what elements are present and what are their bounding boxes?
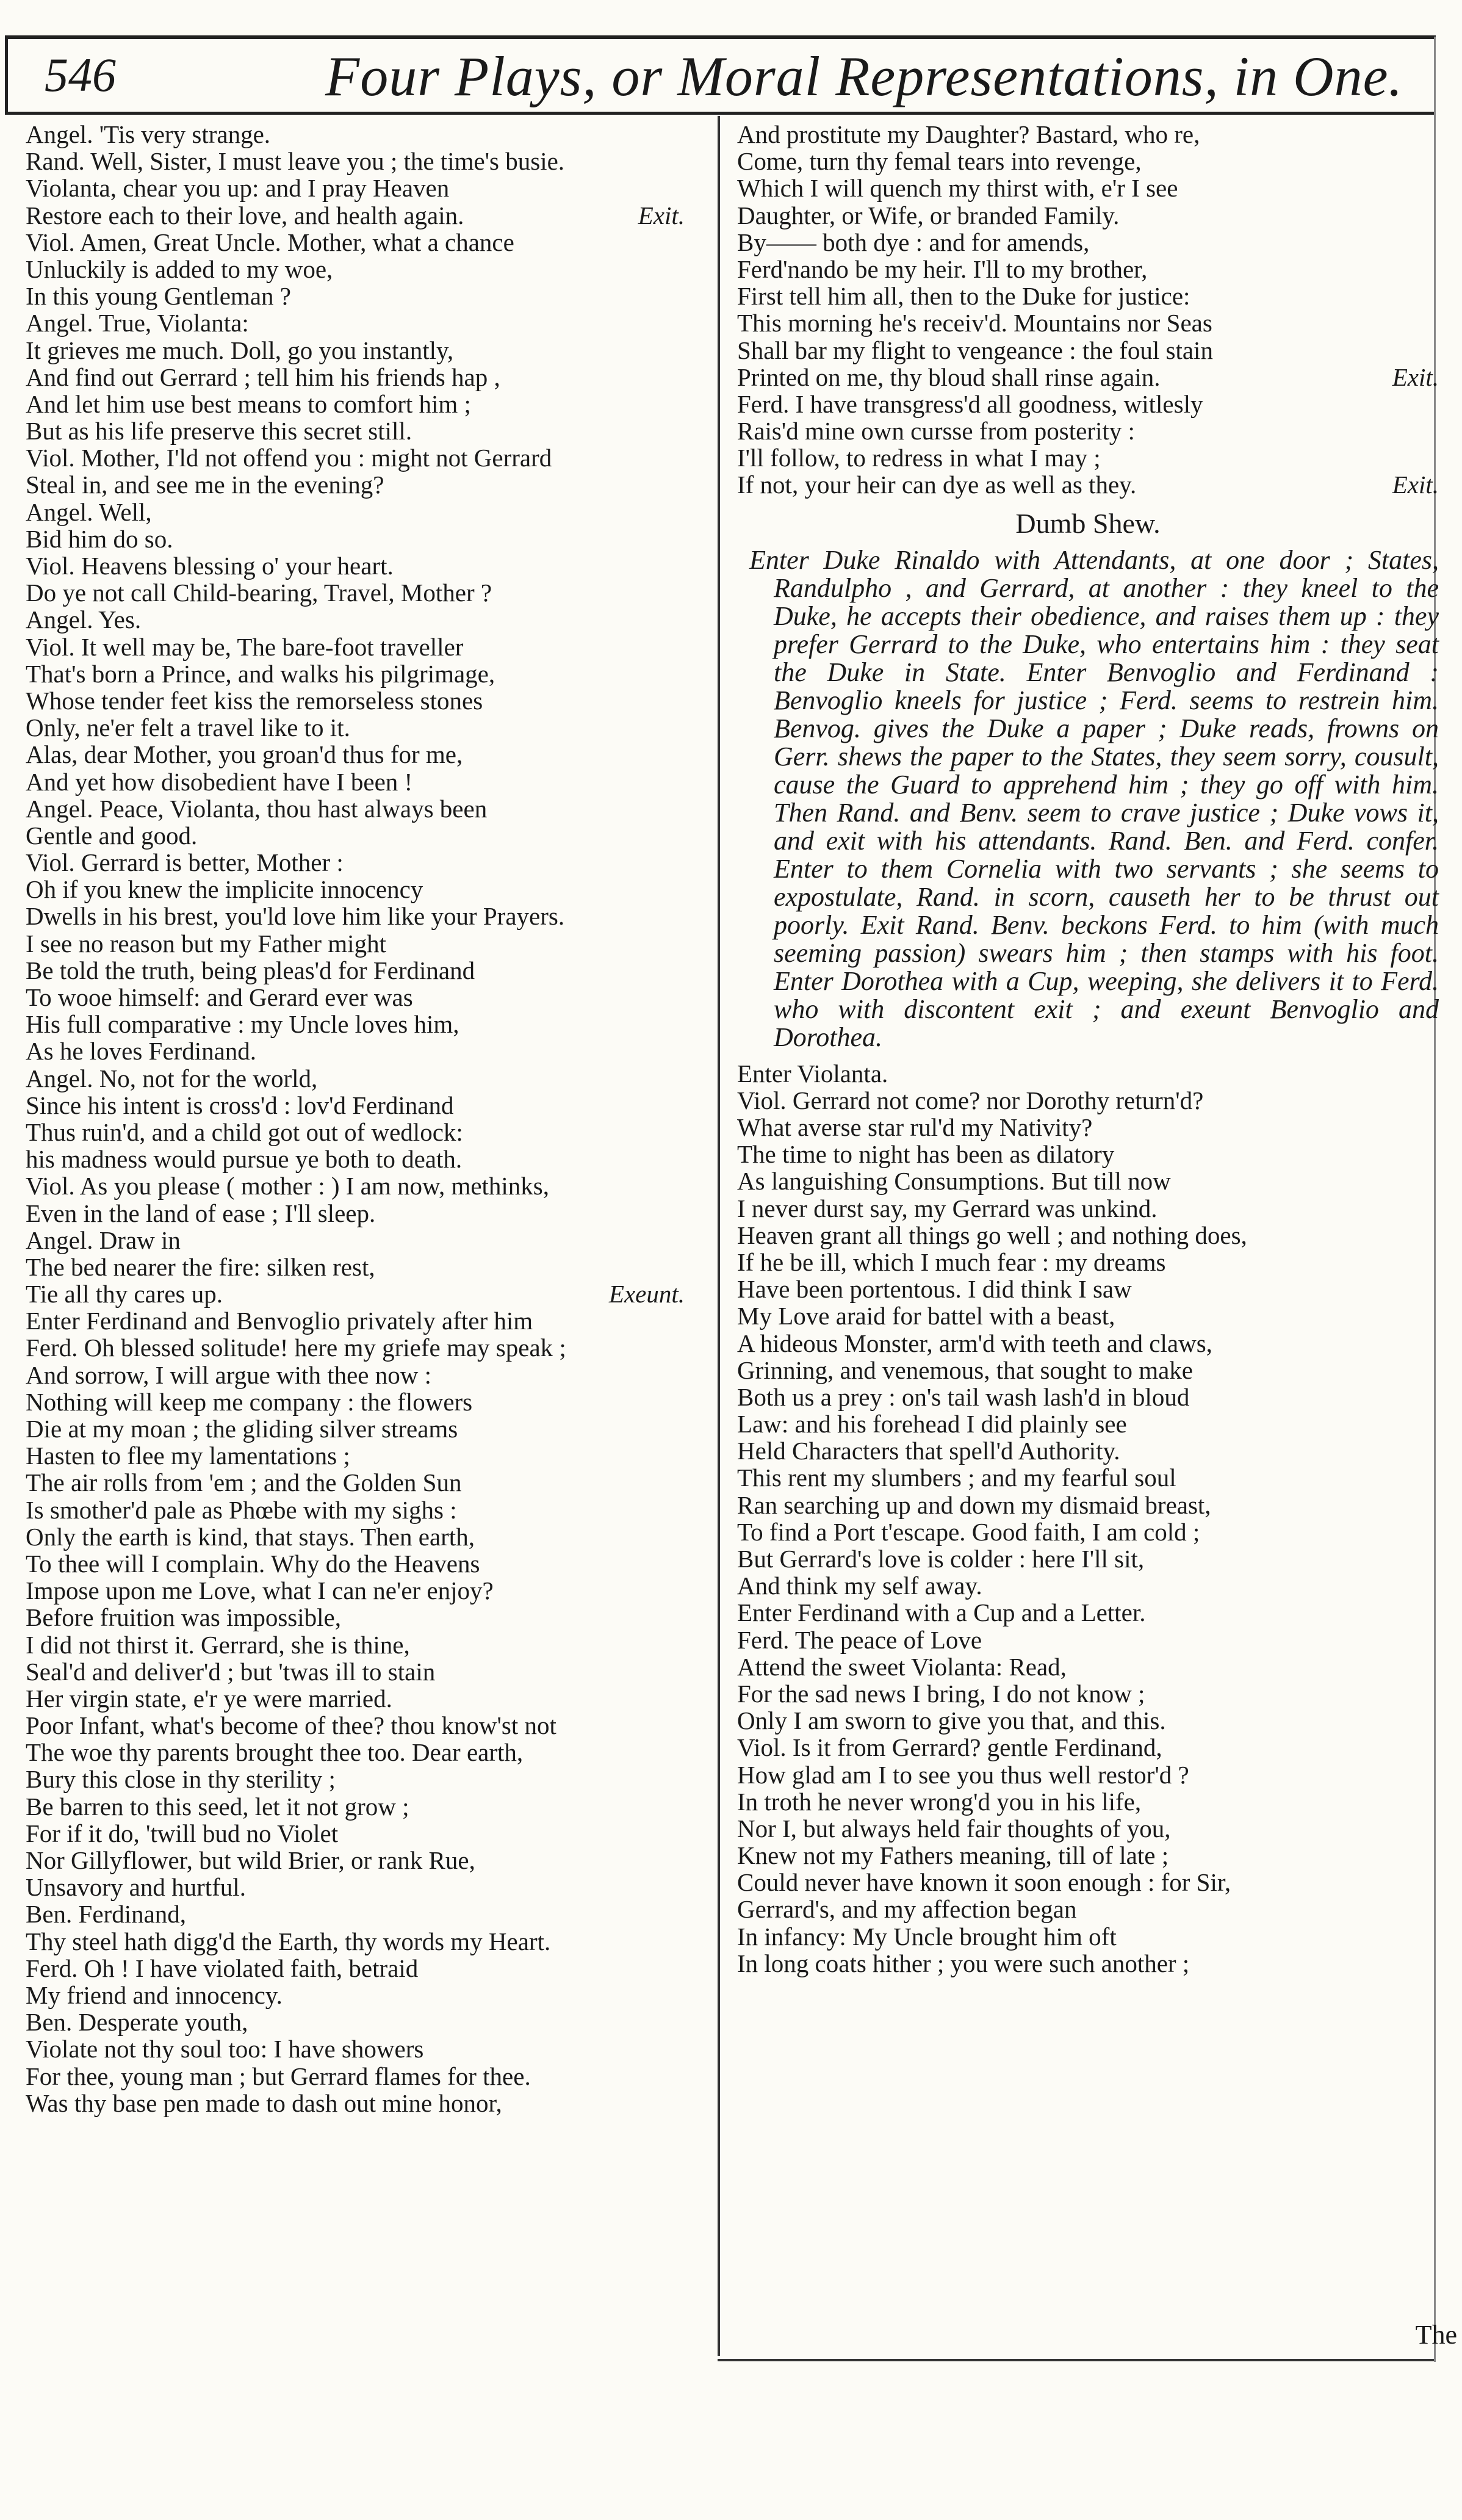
line-text: As languishing Consumptions. But till now	[737, 1167, 1171, 1196]
line-text: Gerrard's, and my affection began	[737, 1895, 1077, 1924]
text-line	[26, 957, 703, 984]
text-line	[26, 1362, 703, 1388]
text-line	[26, 1901, 703, 1927]
line-text: Ferd'nando be my heir. I'll to my brother,	[737, 255, 1148, 283]
line-text: Impose upon me Love, what I can ne'er enjoy?	[26, 1576, 494, 1605]
line-text: Tie all thy cares up.	[26, 1280, 223, 1309]
line-text: The bed nearer the fire: silken rest,	[26, 1252, 375, 1281]
dumb-shew-heading: Dumb Shew.	[1015, 507, 1161, 539]
text-line	[26, 768, 703, 795]
text-line	[26, 391, 703, 417]
text-line	[26, 1496, 703, 1523]
line-text: Viol. Mother, I'ld not offend you : might not Gerrard	[26, 444, 552, 472]
text-line	[737, 1437, 1439, 1464]
text-line	[737, 256, 1439, 283]
line-text: Is smother'd pale as Phœbe with my sighs :	[26, 1495, 457, 1524]
line-text: Ferd. The peace of Love	[737, 1625, 982, 1654]
line-text: Unsavory and hurtful.	[26, 1873, 246, 1902]
text-line	[737, 1842, 1439, 1869]
text-line	[26, 499, 703, 525]
line-text: What averse star rul'd my Nativity?	[737, 1113, 1093, 1141]
line-text: For thee, young man ; but Gerrard flames for thee.	[26, 2062, 531, 2090]
text-line	[26, 148, 703, 175]
text-line	[26, 1334, 703, 1361]
line-text: Have been portentous. I did think I saw	[737, 1275, 1132, 1304]
line-text: Was thy base pen made to dash out mine honor,	[26, 2089, 502, 2117]
line-text: The air rolls from 'em ; and the Golden Sun	[26, 1468, 462, 1497]
text-line	[26, 1092, 703, 1119]
text-line	[26, 1631, 703, 1658]
text-line	[737, 391, 1439, 417]
line-text: Angel. Yes.	[26, 605, 142, 634]
line-text: Viol. Amen, Great Uncle. Mother, what a chance	[26, 228, 514, 256]
text-line	[26, 202, 703, 229]
line-text: Angel. Peace, Violanta, thou hast always been	[26, 794, 488, 823]
text-line	[26, 2035, 703, 2062]
line-text: Nor I, but always held fair thoughts of you,	[737, 1814, 1171, 1843]
line-text: Rand. Well, Sister, I must leave you ; the time's busie.	[26, 147, 565, 176]
text-line	[737, 1707, 1439, 1734]
text-line	[26, 1712, 703, 1739]
line-text: A hideous Monster, arm'd with teeth and claws,	[737, 1329, 1212, 1357]
text-line	[737, 1815, 1439, 1842]
text-line	[26, 444, 703, 471]
text-line	[26, 1172, 703, 1199]
line-text: Angel. Well,	[26, 497, 152, 526]
left-column	[26, 121, 703, 2117]
line-text: And yet how disobedient have I been !	[26, 767, 413, 796]
text-line	[26, 876, 703, 903]
text-line	[26, 1280, 703, 1307]
line-text: To wooe himself: and Gerard ever was	[26, 983, 413, 1011]
text-line	[26, 1577, 703, 1604]
line-text: And think my self away.	[737, 1572, 982, 1600]
line-text: Ferd. Oh ! I have violated faith, betraid	[26, 1954, 419, 1982]
line-text: My Love araid for battel with a beast,	[737, 1302, 1115, 1330]
text-line	[737, 1896, 1439, 1922]
line-text: Be barren to this seed, let it not grow ;	[26, 1792, 409, 1821]
text-line	[26, 1307, 703, 1334]
text-line	[26, 1200, 703, 1227]
line-text: Before fruition was impossible,	[26, 1603, 341, 1632]
text-line	[26, 849, 703, 876]
line-text: Viol. Gerrard is better, Mother :	[26, 848, 344, 877]
text-line	[26, 795, 703, 822]
text-line	[26, 1604, 703, 1631]
text-line	[737, 121, 1439, 148]
stage-direction-exit: Exit.	[1392, 363, 1439, 391]
line-text: Could never have known it soon enough : for Sir,	[737, 1868, 1231, 1897]
text-line	[26, 1227, 703, 1254]
line-text: To find a Port t'escape. Good faith, I am cold ;	[737, 1517, 1200, 1546]
text-line	[737, 148, 1439, 175]
line-text: Knew not my Fathers meaning, till of late ;	[737, 1841, 1169, 1870]
line-text: Ferd. Oh blessed solitude! here my griefe may speak ;	[26, 1334, 566, 1362]
text-line	[737, 1464, 1439, 1491]
line-text: And find out Gerrard ; tell him his friends hap ,	[26, 363, 500, 391]
line-text: Angel. No, not for the world,	[26, 1064, 318, 1092]
text-line	[737, 202, 1439, 229]
line-text: Thy steel hath digg'd the Earth, thy words my Heart.	[26, 1927, 551, 1955]
line-text: Violate not thy soul too: I have showers	[26, 2035, 424, 2063]
line-text: Restore each to their love, and health again.	[26, 201, 464, 229]
text-line	[737, 1168, 1439, 1194]
line-text: My friend and innocency.	[26, 1980, 283, 2009]
line-text: And prostitute my Daughter? Bastard, who re,	[737, 120, 1200, 148]
text-line	[26, 1955, 703, 1982]
line-text: Shall bar my flight to vengeance : the foul stain	[737, 336, 1213, 364]
line-text: As he loves Ferdinand.	[26, 1037, 257, 1066]
text-line	[26, 337, 703, 364]
running-title: Four Plays, or Moral Representations, in One.	[325, 45, 1403, 107]
line-text: Grinning, and venemous, that sought to make	[737, 1356, 1193, 1384]
line-text: Both us a prey : on's tail wash lash'd in bloud	[737, 1382, 1190, 1411]
text-line	[26, 1442, 703, 1469]
text-line	[737, 1357, 1439, 1384]
line-text: Violanta, chear you up: and I pray Heaven	[26, 174, 450, 203]
line-text: Come, turn thy femal tears into revenge,	[737, 147, 1142, 176]
line-text: This rent my slumbers ; and my fearful soul	[737, 1464, 1176, 1492]
line-text: By—— both dye : and for amends,	[737, 228, 1090, 256]
line-text: I see no reason but my Father might	[26, 929, 386, 958]
line-text: I never durst say, my Gerrard was unkind.	[737, 1194, 1158, 1222]
text-line	[737, 309, 1439, 336]
line-text: Her virgin state, e'r ye were married.	[26, 1684, 392, 1713]
right-column	[737, 121, 1439, 1977]
line-text: Daughter, or Wife, or branded Family.	[737, 201, 1120, 229]
text-line	[26, 1146, 703, 1172]
line-text: Steal in, and see me in the evening?	[26, 471, 384, 499]
text-line	[737, 1680, 1439, 1707]
line-text: Nor Gillyflower, but wild Brier, or rank Rue,	[26, 1846, 475, 1874]
text-line	[737, 175, 1439, 201]
line-text: To thee will I complain. Why do the Heavens	[26, 1549, 480, 1578]
text-line	[26, 121, 703, 148]
dumb-shew-text: Enter Duke Rinaldo with Attendants, at one door ; States, Randulpho , and Gerrard, at another : they kneel to the Duke, he accepts their obedience, and raises them up : they prefer Gerrard to the Duke, who entertains him : they seat the Duke in State. Enter Benvoglio and Ferdinand : Benvoglio kneels for justice ; Ferd. seems to restrein him. Benvog. gives the Duke a paper ; Duke reads, frowns on Gerr. shews the paper to the States, they seem sorry, cousult, cause the Guard to apprehend him ; they go off with him. Then Rand. and Benv. seem to crave justice ; Duke vows it, and exit with his attendants. Rand. Ben. and Ferd. confer. Enter to them Cornelia with two servants ; she seems to expostulate, Rand. in scorn, causeth her to be thrust out poorly. Exit Rand. Benv. beckons Ferd. to him (with much seeming passion) swears him ; then stamps with his foot. Enter Dorothea with a Cup, weeping, she delivers it to Ferd. who with discontent exit ; and exeunt Benvoglio and Dorothea.	[749, 544, 1439, 1052]
text-line	[26, 1119, 703, 1146]
line-text: Which I will quench my thirst with, e'r I see	[737, 174, 1178, 203]
page-header	[5, 35, 1436, 115]
text-line	[26, 1415, 703, 1442]
line-text: Hasten to flee my lamentations ;	[26, 1442, 350, 1470]
text-line	[737, 1249, 1439, 1276]
text-line	[26, 1523, 703, 1550]
text-line	[26, 364, 703, 391]
text-line	[737, 1734, 1439, 1761]
line-text: In infancy: My Uncle brought him oft	[737, 1922, 1117, 1951]
line-text: For the sad news I bring, I do not know ;	[737, 1679, 1145, 1708]
text-line	[26, 1982, 703, 2009]
column-divider	[718, 116, 720, 2356]
line-text: Printed on me, thy bloud shall rinse again.	[737, 363, 1161, 391]
text-line	[737, 417, 1439, 444]
text-line	[26, 1928, 703, 1955]
line-text: How glad am I to see you thus well restor'd ?	[737, 1760, 1189, 1789]
text-line	[26, 229, 703, 256]
line-text: Only the earth is kind, that stays. Then earth,	[26, 1522, 475, 1551]
text-line	[26, 1766, 703, 1793]
text-line	[26, 660, 703, 687]
text-line	[26, 1065, 703, 1092]
text-line	[737, 471, 1439, 498]
text-line	[26, 687, 703, 714]
line-text: Bid him do so.	[26, 524, 173, 553]
text-line	[737, 1626, 1439, 1653]
line-text: Only I am sworn to give you that, and this.	[737, 1706, 1166, 1735]
text-line	[737, 1492, 1439, 1518]
text-line	[737, 1276, 1439, 1302]
text-line	[26, 175, 703, 201]
line-text: Since his intent is cross'd : lov'd Ferdinand	[26, 1091, 454, 1119]
text-line	[26, 256, 703, 283]
line-text: Oh if you knew the implicite innocency	[26, 875, 423, 904]
line-text: Seal'd and deliver'd ; but 'twas ill to stain	[26, 1657, 436, 1686]
line-text: Ben. Ferdinand,	[26, 1900, 187, 1929]
line-text: his madness would pursue ye both to death.	[26, 1145, 463, 1174]
line-text: Whose tender feet kiss the remorseless stones	[26, 686, 483, 715]
line-text: That's born a Prince, and walks his pilgrimage,	[26, 659, 495, 688]
line-text: And let him use best means to comfort him ;	[26, 389, 471, 418]
line-text: I'll follow, to redress in what I may ;	[737, 444, 1101, 472]
text-line	[26, 1550, 703, 1577]
page-number: 546	[45, 48, 116, 101]
line-text: Gentle and good.	[26, 821, 198, 850]
text-line	[737, 1788, 1439, 1815]
text-line	[737, 283, 1439, 309]
text-line	[737, 1384, 1439, 1410]
line-text: It grieves me much. Doll, go you instantly,	[26, 336, 454, 364]
text-line	[26, 1739, 703, 1766]
text-line	[737, 1518, 1439, 1545]
line-text: This morning he's receiv'd. Mountains nor Seas	[737, 309, 1212, 338]
text-line	[26, 1658, 703, 1685]
text-line	[737, 364, 1439, 391]
text-line	[737, 444, 1439, 471]
line-text: Ben. Desperate youth,	[26, 2008, 248, 2037]
text-line	[26, 283, 703, 309]
line-text: Viol. As you please ( mother : ) I am now, methinks,	[26, 1172, 550, 1200]
text-line	[26, 417, 703, 444]
text-line	[26, 606, 703, 633]
text-line	[26, 741, 703, 768]
text-line	[26, 903, 703, 930]
line-text: In long coats hither ; you were such another ;	[737, 1949, 1190, 1977]
text-line	[26, 1011, 703, 1038]
text-line	[26, 309, 703, 336]
line-text: Ran searching up and down my dismaid breast,	[737, 1490, 1211, 1519]
line-text: Viol. Gerrard not come? nor Dorothy return'd?	[737, 1086, 1204, 1114]
text-line	[737, 337, 1439, 364]
catchword: The	[1415, 2320, 1457, 2350]
text-line	[737, 1950, 1439, 1977]
text-line	[26, 714, 703, 741]
right-column-verse	[737, 121, 1439, 499]
text-line	[26, 2090, 703, 2117]
line-text: Only, ne'er felt a travel like to it.	[26, 713, 350, 742]
line-text: Viol. Heavens blessing o' your heart.	[26, 552, 394, 580]
text-line	[26, 1254, 703, 1280]
stage-direction-exit: Exit.	[638, 201, 685, 229]
line-text: Nothing will keep me company : the flowers	[26, 1387, 473, 1416]
line-text: Ferd. I have transgress'd all goodness, witlesly	[737, 389, 1203, 418]
line-text: Enter Ferdinand and Benvoglio privately after him	[26, 1307, 533, 1335]
text-line	[26, 1820, 703, 1847]
line-text: Enter Violanta.	[737, 1059, 888, 1088]
text-line	[26, 1847, 703, 1874]
line-text: Viol. It well may be, The bare-foot traveller	[26, 632, 464, 661]
line-text: Angel. True, Violanta:	[26, 309, 249, 338]
line-text: Attend the sweet Violanta: Read,	[737, 1652, 1067, 1681]
line-text: The woe thy parents brought thee too. Dear earth,	[26, 1738, 524, 1767]
text-line	[737, 1141, 1439, 1168]
text-line	[26, 579, 703, 606]
text-line	[737, 1572, 1439, 1599]
text-line	[737, 1545, 1439, 1572]
line-text: Dwells in his brest, you'ld love him like your Prayers.	[26, 902, 565, 931]
text-line	[26, 984, 703, 1011]
text-line	[26, 1388, 703, 1415]
line-text: Die at my moan ; the gliding silver streams	[26, 1415, 458, 1443]
text-line	[26, 1793, 703, 1820]
text-line	[26, 525, 703, 552]
line-text: In troth he never wrong'd you in his life,	[737, 1787, 1142, 1816]
line-text: Heaven grant all things go well ; and nothing does,	[737, 1221, 1247, 1249]
text-line	[26, 1685, 703, 1712]
text-line	[737, 1599, 1439, 1626]
text-line	[737, 229, 1439, 256]
line-text: Unluckily is added to my woe,	[26, 255, 333, 283]
text-line	[26, 822, 703, 849]
text-line	[737, 1923, 1439, 1950]
text-line	[737, 1222, 1439, 1249]
text-line	[26, 930, 703, 957]
text-line	[26, 2009, 703, 2035]
text-line	[26, 1874, 703, 1901]
line-text: Rais'd mine own cursse from posterity :	[737, 417, 1135, 446]
line-text: And sorrow, I will argue with thee now :	[26, 1360, 431, 1389]
line-text: Angel. 'Tis very strange.	[26, 120, 271, 148]
text-line	[737, 1869, 1439, 1896]
line-text: If not, your heir can dye as well as they.	[737, 471, 1137, 499]
line-text: But as his life preserve this secret still.	[26, 417, 412, 446]
line-text: If he be ill, which I much fear : my dreams	[737, 1247, 1166, 1276]
text-line	[737, 1302, 1439, 1329]
line-text: First tell him all, then to the Duke for justice:	[737, 282, 1190, 311]
line-text: The time to night has been as dilatory	[737, 1140, 1115, 1169]
line-text: Viol. Is it from Gerrard? gentle Ferdinand,	[737, 1733, 1162, 1762]
line-text: Alas, dear Mother, you groan'd thus for me,	[26, 740, 463, 769]
text-line	[737, 1410, 1439, 1437]
line-text: For if it do, 'twill bud no Violet	[26, 1819, 339, 1847]
text-line	[26, 552, 703, 579]
line-text: Bury this close in thy sterility ;	[26, 1765, 336, 1794]
text-line	[737, 1195, 1439, 1222]
text-line	[737, 1060, 1439, 1087]
text-line	[737, 1114, 1439, 1141]
line-text: Do ye not call Child-bearing, Travel, Mother ?	[26, 579, 492, 607]
line-text: Poor Infant, what's become of thee? thou know'st not	[26, 1711, 556, 1740]
line-text: I did not thirst it. Gerrard, she is thine,	[26, 1630, 410, 1659]
line-text: But Gerrard's love is colder : here I'll sit,	[737, 1545, 1145, 1573]
stage-direction-exit: Exit.	[1392, 471, 1439, 499]
right-column-verse-2	[737, 1060, 1439, 1977]
text-line	[26, 2063, 703, 2090]
line-text: His full comparative : my Uncle loves him,	[26, 1010, 459, 1039]
text-line	[26, 1038, 703, 1064]
line-text: Be told the truth, being pleas'd for Ferdinand	[26, 956, 475, 984]
line-text: Law: and his forehead I did plainly see	[737, 1410, 1127, 1439]
text-line	[26, 1469, 703, 1496]
bottom-rule	[718, 2359, 1435, 2361]
stage-direction-exit: Exeunt.	[608, 1280, 685, 1309]
line-text: Enter Ferdinand with a Cup and a Letter.	[737, 1598, 1146, 1627]
text-line	[737, 1761, 1439, 1788]
line-text: Held Characters that spell'd Authority.	[737, 1437, 1120, 1465]
text-line	[26, 471, 703, 498]
line-text: Even in the land of ease ; I'll sleep.	[26, 1199, 376, 1227]
text-line	[737, 1653, 1439, 1680]
text-line	[737, 1087, 1439, 1114]
text-line	[737, 1330, 1439, 1357]
line-text: Angel. Draw in	[26, 1226, 181, 1254]
line-text: Thus ruin'd, and a child got out of wedlock:	[26, 1117, 463, 1146]
text-line	[26, 634, 703, 660]
line-text: In this young Gentleman ?	[26, 282, 291, 311]
